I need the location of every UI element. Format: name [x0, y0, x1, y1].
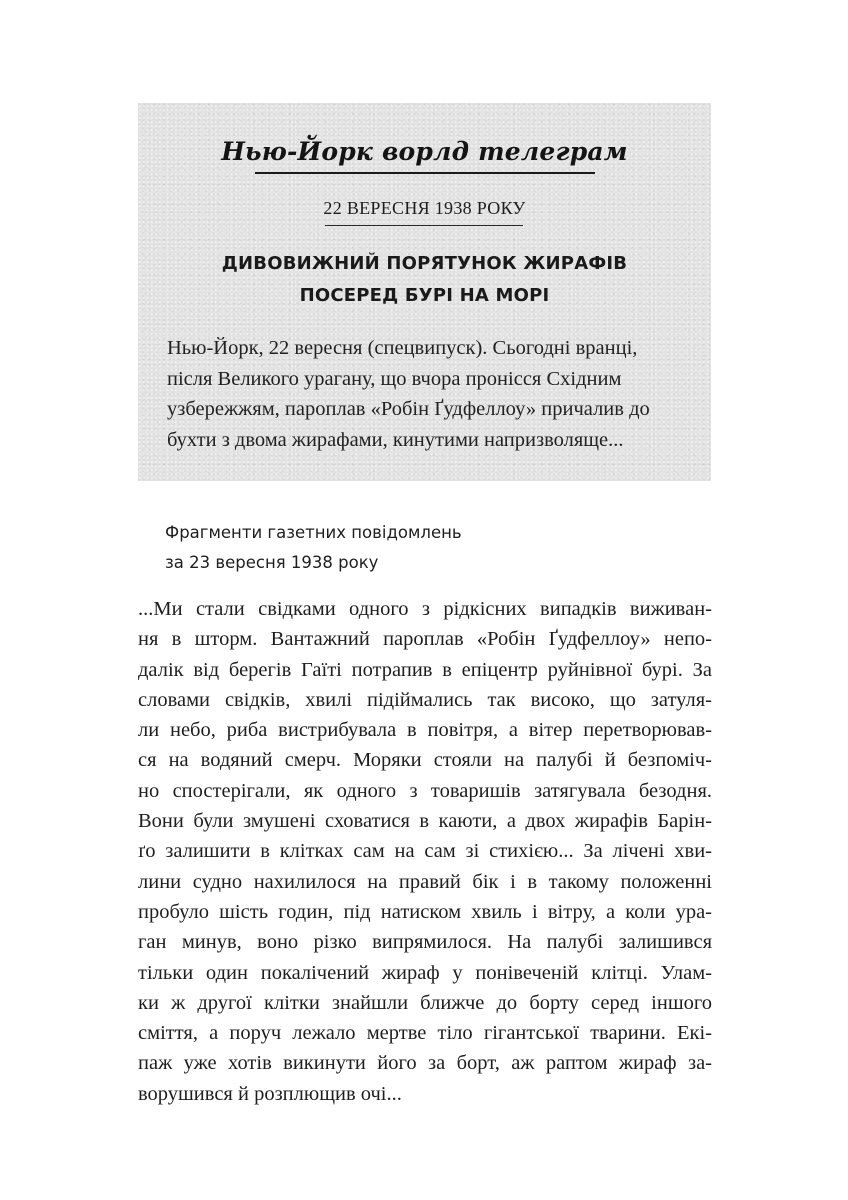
body-line: ня в шторм. Вантажний пароплав «Робін Ґудфеллоу» непо-	[138, 628, 712, 651]
headline-line: ПОСЕРЕД БУРІ НА МОРІ	[299, 285, 550, 306]
body-line: паж уже хотів викинути його за борт, аж раптом жираф за-	[138, 1052, 712, 1075]
body-line: лини судно нахилилося на правий бік і в такому положенні	[138, 870, 712, 893]
body-line: ки ж другої клітки знайшли ближче до борту серед іншого	[138, 991, 712, 1014]
body-line: ...Ми стали свідками одного з рідкісних випадків виживан-	[138, 598, 712, 620]
body-line: ган минув, воно різко випрямилося. На палубі залишився	[138, 931, 712, 954]
newspaper-clipping	[138, 103, 711, 481]
body-line: ґо залишити в клітках сам на сам зі стихією... За лічені хви-	[138, 840, 712, 863]
caption-line: за 23 вересня 1938 року	[165, 553, 379, 572]
body-line: далік від берегів Гаїті потрапив в епіцентр руйнівної бурі. За	[138, 658, 712, 681]
body-line: сміття, а поруч лежало мертве тіло гігантської тварини. Екі-	[138, 1022, 712, 1045]
date-divider	[325, 225, 523, 226]
body-line: но спостерігали, як одного з товаришів затягувала безодня.	[138, 779, 712, 802]
body-line: пробуло шість годин, під натиском хвиль і вітру, а коли ура-	[138, 900, 712, 923]
caption-line: Фрагменти газетних повідомлень	[165, 523, 462, 542]
body-line: Вони були змушені сховатися в каюти, а двох жирафів Барін-	[138, 810, 712, 833]
body-line: ся на водяний смерч. Моряки стояли на палубі й безпоміч-	[138, 749, 712, 772]
body-line: ворушився й розплющив очі...	[138, 1082, 402, 1105]
lead-line: бухти з двома жирафами, кинутими напризволяще...	[167, 428, 624, 451]
body-paragraph	[138, 594, 712, 1109]
lead-line: Нью-Йорк, 22 вересня (спецвипуск). Сьогодні вранці,	[167, 337, 638, 359]
body-line: словами свідків, хвилі підіймались так високо, що затуля-	[138, 688, 712, 711]
masthead-divider	[255, 172, 595, 174]
body-line: ли небо, риба вистрибувала в повітря, а вітер перетворював-	[138, 719, 712, 742]
section-caption	[165, 518, 462, 578]
lead-line: після Великого урагану, що вчора пронісся Східним	[167, 367, 622, 390]
body-line: тільки один покалічений жираф у понівеченій клітці. Улам-	[138, 961, 712, 984]
issue-date: 22 ВЕРЕСНЯ 1938 РОКУ	[323, 198, 526, 218]
article-lead	[167, 333, 697, 455]
lead-line: узбережжям, пароплав «Робін Ґудфеллоу» причалив до	[167, 398, 650, 420]
article-headline	[138, 248, 711, 312]
newspaper-masthead: Нью-Йорк ворлд телеграм	[221, 137, 628, 166]
headline-line: ДИВОВИЖНИЙ ПОРЯТУНОК ЖИРАФІВ	[221, 253, 628, 274]
